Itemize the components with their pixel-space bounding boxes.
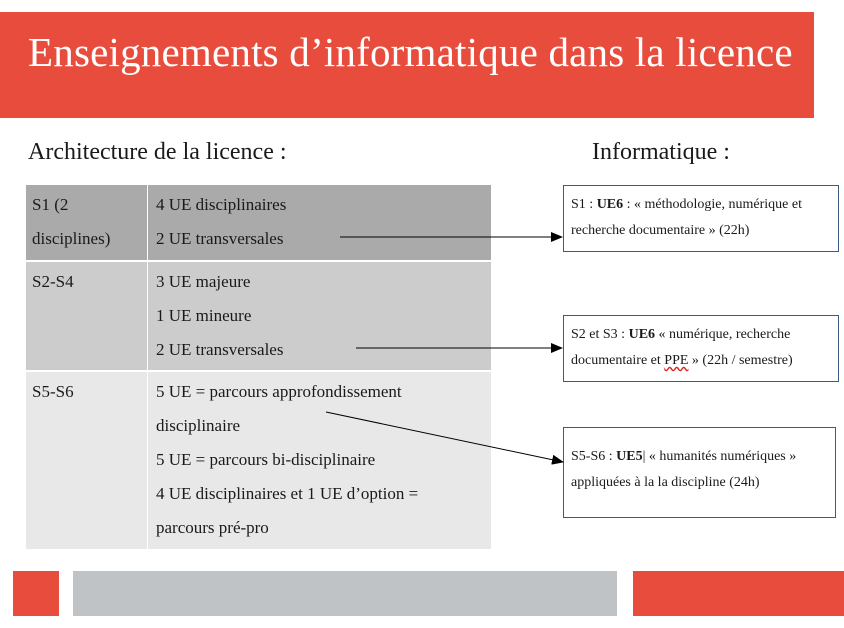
box-prefix: S2 et S3 : bbox=[571, 327, 629, 342]
box-text: « numérique, recherche bbox=[655, 327, 791, 342]
box-prefix: S1 : bbox=[571, 197, 597, 212]
box-line: recherche documentaire » (22h) bbox=[571, 223, 750, 238]
spellcheck-flag: PPE bbox=[664, 353, 689, 368]
box-prefix: S5-S6 : bbox=[571, 449, 617, 464]
ue-item: 3 UE majeure bbox=[156, 272, 251, 291]
ue-item: 5 UE = parcours approfondissement bbox=[156, 382, 402, 401]
ue-item: disciplinaire bbox=[156, 416, 241, 435]
ue-item: parcours pré-pro bbox=[156, 518, 269, 537]
box-text: documentaire et bbox=[571, 353, 665, 368]
box-ue: UE6 bbox=[596, 197, 624, 212]
ue-item: 1 UE mineure bbox=[156, 306, 252, 325]
architecture-heading: Architecture de la licence : bbox=[28, 139, 287, 165]
footer-bar-middle bbox=[73, 571, 617, 616]
ue-item: 2 UE transversales bbox=[156, 229, 284, 248]
box-text: » (22h / semestre) bbox=[688, 353, 793, 368]
ue-item: 4 UE disciplinaires et 1 UE d’option = bbox=[156, 484, 419, 503]
ue-item: 2 UE transversales bbox=[156, 340, 284, 359]
ue-item: 4 UE disciplinaires bbox=[156, 195, 287, 214]
box-line: appliquées à la la discipline (24h) bbox=[571, 475, 760, 490]
semester-label: S1 (2 bbox=[32, 195, 69, 214]
box-text: | « humanités numériques » bbox=[642, 449, 797, 464]
semester-label: S5-S6 bbox=[32, 382, 74, 401]
informatique-heading: Informatique : bbox=[592, 139, 730, 165]
box-text: : « méthodologie, numérique et bbox=[623, 197, 802, 212]
semester-label: disciplines) bbox=[32, 229, 111, 248]
box-ue: UE5 bbox=[616, 449, 643, 464]
footer-accent-right bbox=[633, 571, 844, 616]
ue-item: 5 UE = parcours bi-disciplinaire bbox=[156, 450, 376, 469]
slide-title: Enseignements d’informatique dans la licence bbox=[28, 29, 793, 75]
semester-label: S2-S4 bbox=[32, 272, 74, 291]
footer-accent-left bbox=[13, 571, 59, 616]
box-ue: UE6 bbox=[628, 327, 656, 342]
arrow-s5-s6 bbox=[326, 412, 563, 462]
